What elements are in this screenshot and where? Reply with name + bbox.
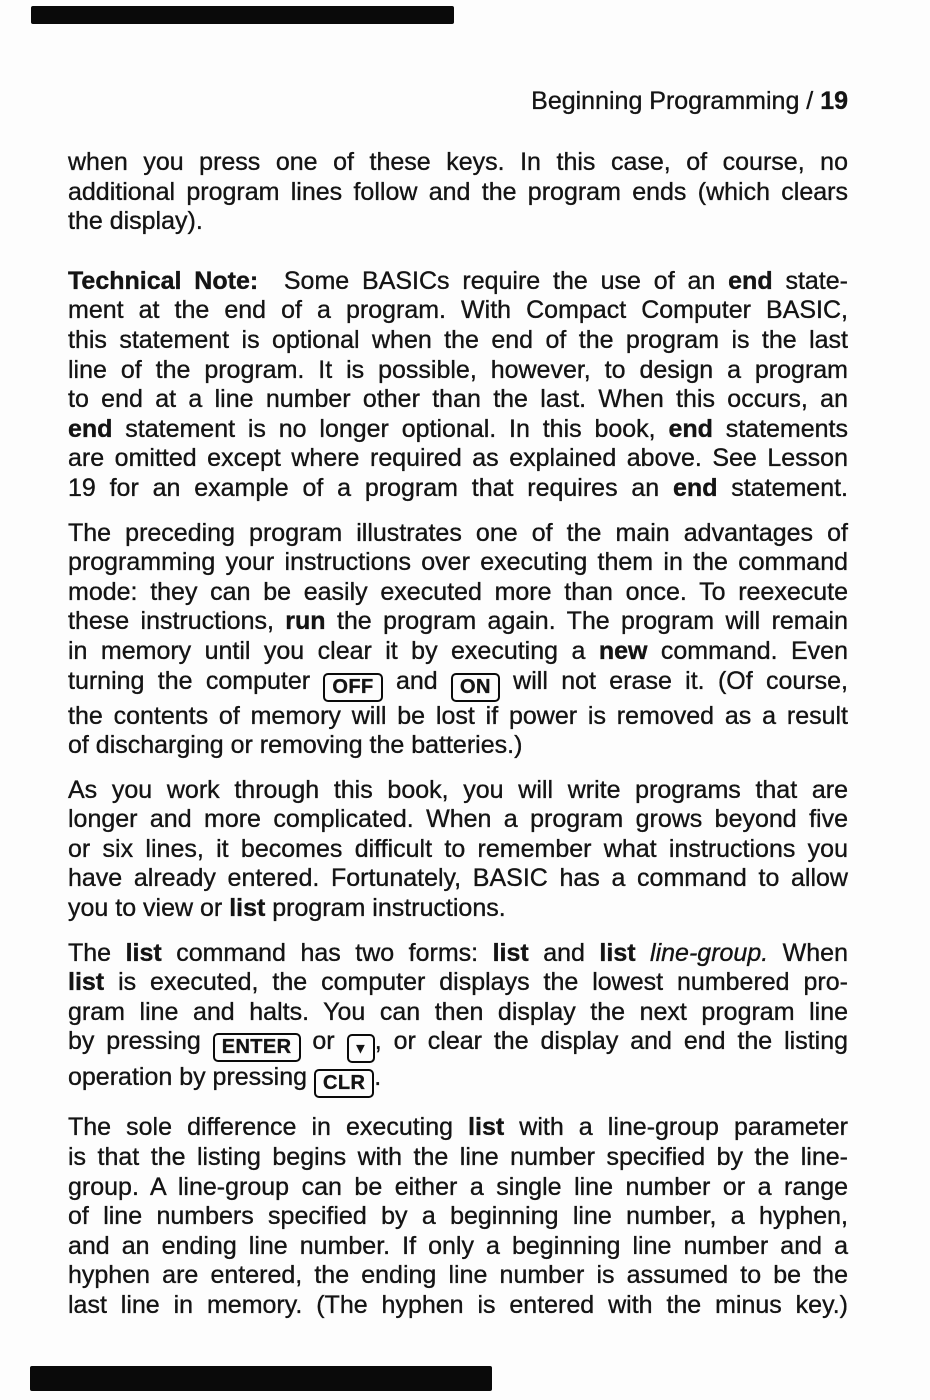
text-run: end bbox=[668, 414, 713, 443]
text-line bbox=[68, 1113, 848, 1143]
text-run: The preceding program illustrates one of the main advantages of bbox=[68, 518, 848, 547]
text-run: have already entered. Fortunately, BASIC has a command to allow bbox=[68, 864, 848, 893]
text-line bbox=[68, 415, 848, 445]
text-run: end bbox=[728, 266, 773, 295]
list-command-paragraph bbox=[68, 939, 848, 1099]
text-run: mode: they can be easily executed more than once. To reexecute bbox=[68, 577, 848, 606]
text-run: program instructions. bbox=[265, 894, 506, 923]
text-line bbox=[68, 968, 848, 998]
text-run: command. Even bbox=[647, 636, 848, 665]
text-run: list bbox=[492, 938, 529, 967]
page-content bbox=[68, 148, 848, 1336]
intro-paragraph bbox=[68, 148, 848, 237]
text-run: list bbox=[229, 894, 266, 923]
text-line bbox=[68, 444, 848, 474]
text-run: these instructions, bbox=[68, 607, 286, 636]
text-line bbox=[68, 1291, 848, 1321]
clr-key: CLR bbox=[314, 1069, 374, 1098]
text-line bbox=[68, 864, 848, 894]
text-line bbox=[68, 267, 848, 297]
text-line bbox=[68, 1143, 848, 1173]
text-run: end bbox=[673, 473, 718, 502]
chapter-title: Beginning Programming / bbox=[531, 87, 821, 115]
text-line bbox=[68, 835, 848, 865]
on-key: ON bbox=[451, 673, 500, 702]
text-run: list bbox=[599, 938, 636, 967]
text-run: longer and more complicated. When a program grows beyond five bbox=[68, 805, 848, 834]
text-run: and bbox=[382, 666, 452, 695]
text-run: operation by pressing bbox=[68, 1063, 314, 1092]
text-line bbox=[68, 1261, 848, 1291]
text-run: group. A line-group can be either a single line number or a range bbox=[68, 1172, 848, 1201]
text-run: the contents of memory will be lost if power is removed as a result bbox=[68, 701, 848, 730]
text-line bbox=[68, 296, 848, 326]
text-run: line of the program. It is possible, however, to design a program bbox=[68, 355, 848, 384]
text-run: run bbox=[285, 607, 326, 636]
text-line bbox=[68, 326, 848, 356]
text-line bbox=[68, 667, 848, 702]
text-run: to end at a line number other than the last. When this occurs, an bbox=[68, 385, 848, 414]
text-run: statements bbox=[712, 414, 848, 443]
text-run: with a line-group parameter bbox=[504, 1113, 848, 1142]
advantages-paragraph bbox=[68, 519, 848, 761]
text-run: additional program lines follow and the program ends (which clears bbox=[68, 177, 848, 206]
text-run: the display). bbox=[68, 207, 203, 236]
text-run: are omitted except where required as explained above. See Lesson bbox=[68, 444, 848, 473]
text-run: you to view or bbox=[68, 894, 230, 923]
longer-programs-paragraph bbox=[68, 776, 848, 924]
text-run: is that the listing begins with the line number specified by the line- bbox=[68, 1143, 848, 1172]
text-run: gram line and halts. You can then display the next program line bbox=[68, 997, 848, 1026]
text-line bbox=[68, 148, 848, 178]
technical-note-paragraph bbox=[68, 267, 848, 504]
text-run: list bbox=[125, 938, 162, 967]
text-line bbox=[68, 474, 848, 504]
text-line bbox=[68, 607, 848, 637]
text-line bbox=[68, 385, 848, 415]
text-line bbox=[68, 207, 848, 237]
text-run: . bbox=[374, 1063, 382, 1092]
scan-artifact-top-bar bbox=[31, 6, 454, 24]
scan-artifact-bottom-bar bbox=[30, 1366, 492, 1391]
text-line bbox=[68, 1063, 848, 1098]
text-run: When bbox=[768, 938, 848, 967]
text-run: when you press one of these keys. In this case, of course, no bbox=[68, 148, 848, 176]
text-line bbox=[68, 519, 848, 549]
text-run: hyphen are entered, the ending line number is assumed to be the bbox=[68, 1261, 848, 1290]
text-line bbox=[68, 939, 848, 969]
text-run: and an ending line number. If only a beginning line number and a bbox=[68, 1231, 848, 1260]
text-run: The sole difference in executing bbox=[68, 1113, 469, 1142]
text-run: or six lines, it becomes difficult to remember what instructions you bbox=[68, 834, 848, 863]
text-run: statement is no longer optional. In this book, bbox=[112, 414, 669, 443]
enter-key: ENTER bbox=[213, 1033, 301, 1062]
down-arrow-key: ▼ bbox=[347, 1034, 375, 1063]
text-run: the program again. The program will remain bbox=[325, 607, 848, 636]
text-line bbox=[68, 637, 848, 667]
text-line bbox=[68, 776, 848, 806]
page-number: 19 bbox=[820, 87, 848, 115]
text-line bbox=[68, 731, 848, 761]
text-line bbox=[68, 1173, 848, 1203]
text-line bbox=[68, 356, 848, 386]
text-line bbox=[68, 1202, 848, 1232]
text-line bbox=[68, 548, 848, 578]
text-line bbox=[68, 805, 848, 835]
text-run: programming your instructions over executing them in the command bbox=[68, 548, 848, 577]
line-group-paragraph bbox=[68, 1113, 848, 1320]
text-line bbox=[68, 998, 848, 1028]
text-run: line-group. bbox=[650, 938, 769, 967]
text-run: turning the computer bbox=[68, 666, 324, 695]
text-run: The bbox=[68, 938, 126, 967]
text-run: command has two forms: bbox=[161, 938, 493, 967]
text-run: by pressing bbox=[68, 1027, 213, 1056]
text-run: in memory until you clear it by executing a bbox=[68, 636, 599, 665]
text-line bbox=[68, 702, 848, 732]
text-run: list bbox=[468, 1113, 505, 1142]
text-run: 19 for an example of a program that requires an bbox=[68, 473, 674, 502]
text-run: statement. bbox=[717, 473, 848, 502]
text-run: new bbox=[598, 636, 648, 665]
text-run: , or clear the display and end the listing bbox=[374, 1027, 849, 1056]
text-run: this statement is optional when the end of the program is the last bbox=[68, 325, 848, 354]
text-run: last line in memory. (The hyphen is entered with the minus key.) bbox=[68, 1291, 848, 1319]
text-run: of discharging or removing the batteries.) bbox=[68, 731, 523, 760]
text-run: and bbox=[528, 938, 600, 967]
text-run: Some BASICs require the use of an bbox=[258, 266, 729, 295]
text-run: ment at the end of a program. With Compact Computer BASIC, bbox=[68, 296, 848, 325]
text-run: end bbox=[68, 414, 113, 443]
text-line bbox=[68, 1232, 848, 1262]
text-line bbox=[68, 178, 848, 208]
running-header bbox=[68, 86, 848, 116]
text-run bbox=[636, 939, 651, 967]
text-line bbox=[68, 578, 848, 608]
text-run: will not erase it. (Of course, bbox=[499, 666, 848, 695]
text-run: state- bbox=[772, 266, 848, 295]
text-run: of line numbers specified by a beginning line number, a hyphen, bbox=[68, 1202, 848, 1231]
technical-note-label: Technical Note: bbox=[68, 266, 259, 295]
text-run: As you work through this book, you will write programs that are bbox=[68, 775, 848, 804]
text-run: or bbox=[300, 1027, 347, 1056]
text-run: is executed, the computer displays the lowest numbered pro- bbox=[104, 968, 848, 997]
text-run: list bbox=[68, 968, 105, 997]
text-line bbox=[68, 894, 848, 924]
off-key: OFF bbox=[323, 673, 382, 702]
text-line bbox=[68, 1027, 848, 1063]
